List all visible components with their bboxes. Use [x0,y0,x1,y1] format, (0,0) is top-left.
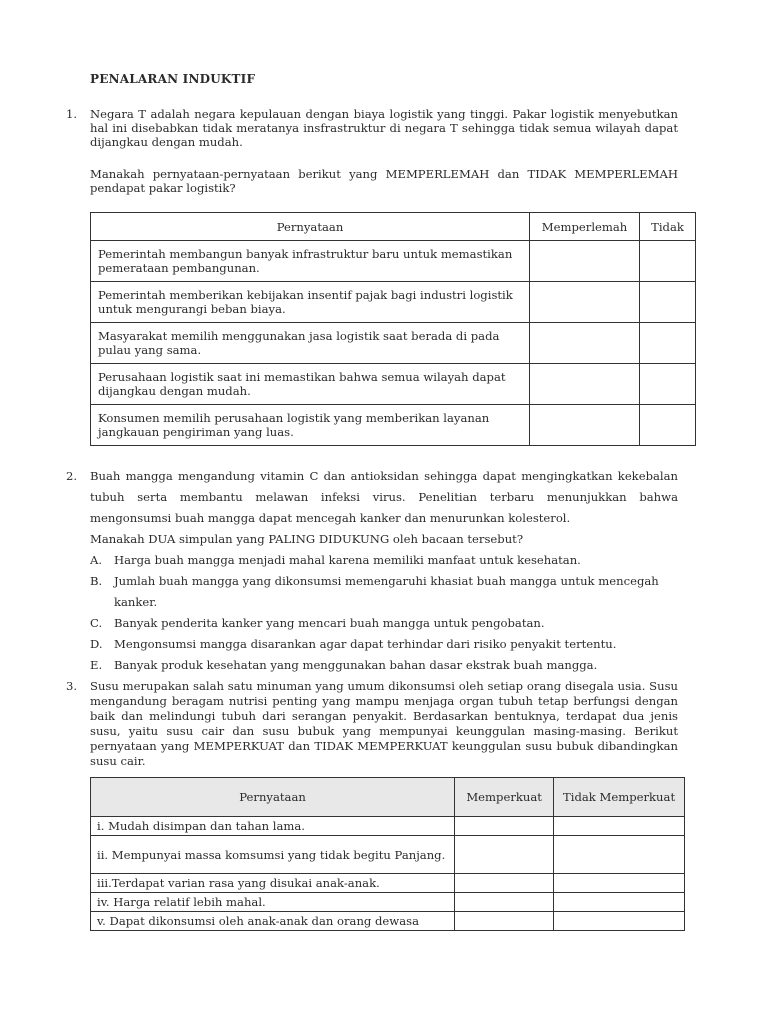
option-text: Banyak produk kesehatan yang menggunakan bahan dasar ekstrak buah mangga. [114,658,598,672]
answer-option[interactable] [90,550,678,571]
statement-cell: Pemerintah membangun banyak infrastruktur baru untuk memastikan pemerataan pembangunan. [91,241,530,282]
table-row [91,241,696,282]
answer-option[interactable] [90,613,678,634]
option-text: Harga buah mangga menjadi mahal karena memiliki manfaat untuk kesehatan. [114,553,581,567]
column-header: Pernyataan [91,778,455,817]
table-row [91,836,685,874]
option-text: Jumlah buah mangga yang dikonsumsi memengaruhi khasiat buah mangga untuk mencegah kanker. [114,574,659,609]
question-number: 2. [66,469,78,483]
table-row [91,323,696,364]
column-header: Tidak [640,213,696,241]
statement-cell: Pemerintah memberikan kebijakan insentif pajak bagi industri logistik untuk mengurangi beban biaya. [91,282,530,323]
answer-cell-memperlemah[interactable] [530,405,640,446]
table-header-row [91,778,685,817]
answer-cell-memperkuat[interactable] [455,817,554,836]
question-prompt: Manakah DUA simpulan yang PALING DIDUKUNG oleh bacaan tersebut? [90,532,524,546]
answer-cell-tidak[interactable] [640,282,696,323]
table-row [91,405,696,446]
answer-cell-tidak[interactable] [640,364,696,405]
answer-cell-memperlemah[interactable] [530,364,640,405]
answer-cell-memperlemah[interactable] [530,241,640,282]
answer-cell-memperkuat[interactable] [455,912,554,931]
table-row [91,893,685,912]
answer-option[interactable] [90,634,678,655]
statement-cell: ii. Mempunyai massa komsumsi yang tidak begitu Panjang. [91,836,455,874]
option-letter: B. [90,574,103,588]
question-2 [66,466,678,676]
statement-cell: Konsumen memilih perusahaan logistik yang memberikan layanan jangkauan pengiriman yang luas. [91,405,530,446]
statement-cell: i. Mudah disimpan dan tahan lama. [91,817,455,836]
statement-table-1 [90,212,696,446]
question-passage: Negara T adalah negara kepulauan dengan biaya logistik yang tinggi. Pakar logistik menyebutkan hal ini disebabkan tidak meratanya insfrastruktur di negara T sehingga tidak semua wilayah dapat dijangkau dengan mudah. [90,107,678,149]
statement-table-3 [90,777,685,931]
answer-cell-tidak[interactable] [640,241,696,282]
answer-cell-tidak-memperkuat[interactable] [554,817,685,836]
question-prompt: Manakah pernyataan-pernyataan berikut yang MEMPERLEMAH dan TIDAK MEMPERLEMAH pendapat pakar logistik? [90,167,678,195]
column-header: Memperkuat [455,778,554,817]
answer-cell-memperlemah[interactable] [530,323,640,364]
answer-cell-memperkuat[interactable] [455,874,554,893]
statement-cell: v. Dapat dikonsumsi oleh anak-anak dan orang dewasa [91,912,455,931]
answer-cell-tidak-memperkuat[interactable] [554,893,685,912]
table-row [91,912,685,931]
question-1 [66,107,678,195]
answer-cell-memperkuat[interactable] [455,836,554,874]
answer-cell-tidak-memperkuat[interactable] [554,836,685,874]
answer-cell-tidak[interactable] [640,323,696,364]
answer-cell-tidak[interactable] [640,405,696,446]
table-row [91,282,696,323]
table-row [91,364,696,405]
question-3 [66,679,678,769]
question-number: 3. [66,679,78,693]
answer-cell-tidak-memperkuat[interactable] [554,874,685,893]
option-text: Banyak penderita kanker yang mencari buah mangga untuk pengobatan. [114,616,545,630]
question-passage: Buah mangga mengandung vitamin C dan antioksidan sehingga dapat mengingkatkan kekebalan tubuh serta membantu melawan infeksi virus. Penelitian terbaru menunjukkan bahwa mengonsumsi buah mangga dapat mencegah kanker dan menurunkan kolesterol. [90,469,678,525]
table-row [91,817,685,836]
statement-cell: iii.Terdapat varian rasa yang disukai anak-anak. [91,874,455,893]
table-row [91,874,685,893]
column-header: Memperlemah [530,213,640,241]
column-header: Pernyataan [91,213,530,241]
option-text: Mengonsumsi mangga disarankan agar dapat terhindar dari risiko penyakit tertentu. [114,637,617,651]
option-letter: A. [90,553,103,567]
answer-cell-tidak-memperkuat[interactable] [554,912,685,931]
section-title: PENALARAN INDUKTIF [90,72,256,86]
answer-option[interactable] [90,655,678,676]
question-passage: Susu merupakan salah satu minuman yang umum dikonsumsi oleh setiap orang disegala usia. Susu mengandung beragam nutrisi penting yang mampu menjaga organ tubuh tetap berfungsi dengan baik dan melindungi tubuh dari serangan penyakit. Berdasarkan bentuknya, terdapat dua jenis susu, yaitu susu cair dan susu bubuk yang mempunyai keunggulan masing-masing. Berikut pernyataan yang MEMPERKUAT dan TIDAK MEMPERKUAT keunggulan susu bubuk dibandingkan susu cair. [90,679,678,768]
option-letter: E. [90,658,103,672]
column-header: Tidak Memperkuat [554,778,685,817]
statement-cell: Perusahaan logistik saat ini memastikan bahwa semua wilayah dapat dijangkau dengan mudah. [91,364,530,405]
answer-cell-memperlemah[interactable] [530,282,640,323]
table-header-row [91,213,696,241]
option-letter: D. [90,637,103,651]
statement-cell: Masyarakat memilih menggunakan jasa logistik saat berada di pada pulau yang sama. [91,323,530,364]
question-number: 1. [66,107,78,121]
answer-option[interactable] [90,571,678,613]
statement-cell: iv. Harga relatif lebih mahal. [91,893,455,912]
option-letter: C. [90,616,103,630]
answer-cell-memperkuat[interactable] [455,893,554,912]
